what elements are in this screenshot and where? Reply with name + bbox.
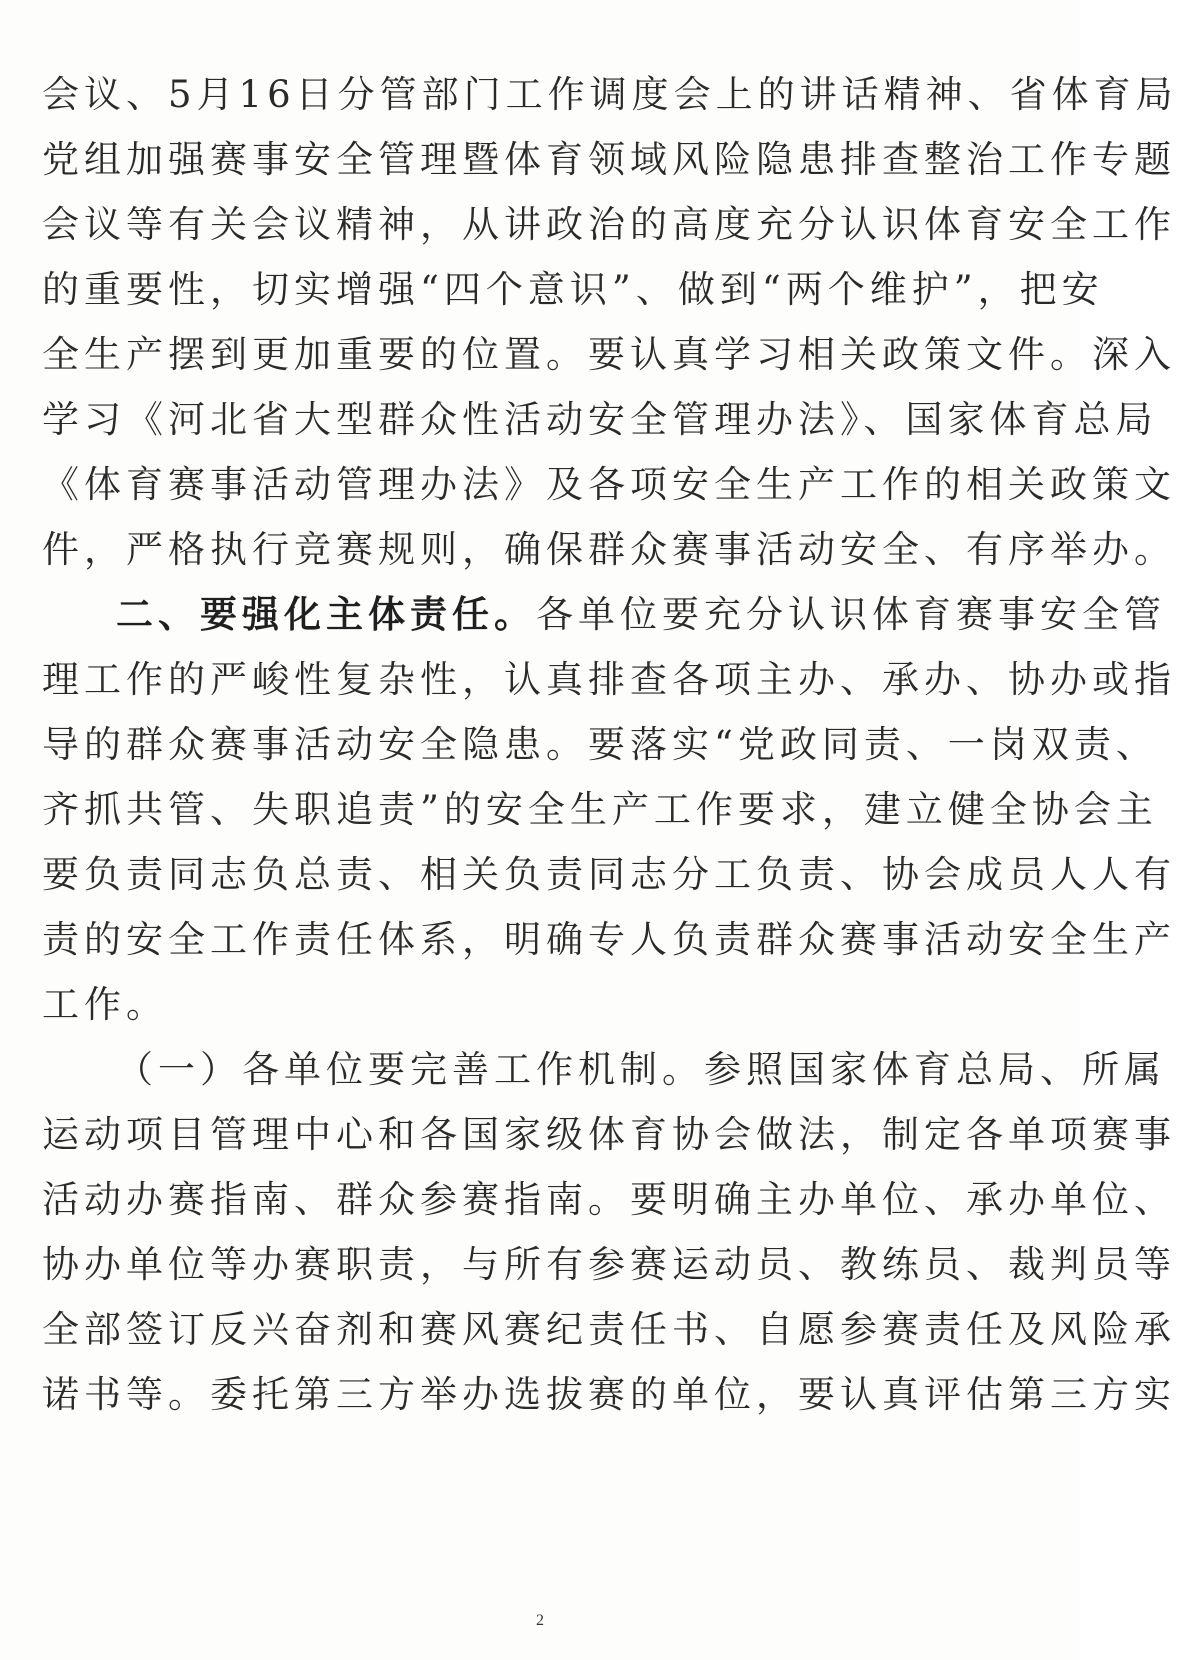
page-number: 2 <box>536 1612 544 1629</box>
paragraph-1 <box>42 62 1178 582</box>
text-line: 会议等有关会议精神，从讲政治的高度充分认识体育安全工作 <box>42 203 1176 246</box>
text-line: 会议、5月16日分管部门工作调度会上的讲话精神、省体育局 <box>42 73 1178 116</box>
text-line: 运动项目管理中心和各国家级体育协会做法，制定各单项赛事 <box>42 1113 1176 1156</box>
text-line: 的重要性，切实增强“四个意识”、做到“两个维护”，把安 <box>42 268 1104 311</box>
text-line: 件，严格执行竞赛规则，确保群众赛事活动安全、有序举办。 <box>42 528 1176 571</box>
text-line: 诺书等。委托第三方举办选拔赛的单位，要认真评估第三方实 <box>42 1373 1176 1416</box>
text-line: 要负责同志负总责、相关负责同志分工负责、协会成员人人有 <box>42 853 1176 896</box>
text-run: 各单位要充分认识体育赛事安全管 <box>536 593 1166 636</box>
text-line: 活动办赛指南、群众参赛指南。要明确主办单位、承办单位、 <box>42 1178 1176 1221</box>
text-line: 责的安全工作责任体系，明确专人负责群众赛事活动安全生产 <box>42 918 1176 961</box>
text-line: 理工作的严峻性复杂性，认真排查各项主办、承办、协办或指 <box>42 658 1176 701</box>
document-body <box>42 62 1178 1427</box>
text-line: 工作。 <box>42 983 168 1026</box>
text-line: 党组加强赛事安全管理暨体育领域风险隐患排查整治工作专题 <box>42 138 1176 181</box>
text-line: 《体育赛事活动管理办法》及各项安全生产工作的相关政策文 <box>42 463 1176 506</box>
text-line: 学习《河北省大型群众性活动安全管理办法》、国家体育总局 <box>42 398 1158 441</box>
text-line: 齐抓共管、失职追责”的安全生产工作要求，建立健全协会主 <box>42 788 1158 831</box>
text-line <box>42 582 1166 647</box>
text-line: 导的群众赛事活动安全隐患。要落实“党政同责、一岗双责、 <box>42 723 1158 766</box>
text-line: 协办单位等办赛职责，与所有参赛运动员、教练员、裁判员等 <box>42 1243 1176 1286</box>
paragraph-2 <box>42 582 1176 1037</box>
text-line: （一）各单位要完善工作机制。参照国家体育总局、所属 <box>116 1048 1166 1091</box>
paragraph-3 <box>42 1037 1176 1427</box>
section-heading: 二、要强化主体责任。 <box>116 593 536 636</box>
text-line: 全部签订反兴奋剂和赛风赛纪责任书、自愿参赛责任及风险承 <box>42 1308 1176 1351</box>
text-line: 全生产摆到更加重要的位置。要认真学习相关政策文件。深入 <box>42 333 1176 376</box>
